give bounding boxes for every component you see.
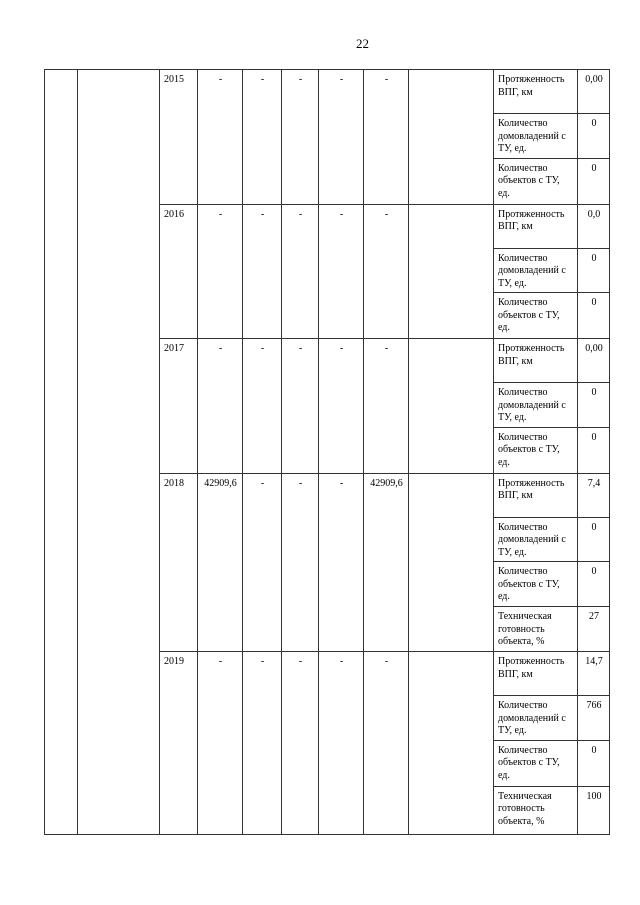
indicator-label: Количество домовладений с ТУ, ед. bbox=[494, 114, 578, 159]
indicator-value: 0 bbox=[578, 158, 610, 204]
indicator-label: Техническая готовность объекта, % bbox=[494, 786, 578, 834]
indicator-label: Количество объектов с ТУ, ед. bbox=[494, 562, 578, 607]
amount-cell: - bbox=[319, 70, 364, 205]
indicator-value: 7,4 bbox=[578, 473, 610, 517]
amount-cell: - bbox=[364, 70, 409, 205]
indicator-label: Количество объектов с ТУ, ед. bbox=[494, 158, 578, 204]
indicator-label: Количество домовладений с ТУ, ед. bbox=[494, 248, 578, 293]
amount-cell: - bbox=[198, 652, 243, 835]
indicator-label: Протяженность ВПГ, км bbox=[494, 339, 578, 383]
indicator-label: Протяженность ВПГ, км bbox=[494, 70, 578, 114]
event-name-cell bbox=[78, 70, 160, 835]
amount-cell: - bbox=[282, 204, 319, 339]
amount-cell: - bbox=[319, 339, 364, 474]
executor-cell bbox=[409, 204, 494, 339]
program-table bbox=[44, 69, 610, 835]
amount-cell: - bbox=[243, 652, 282, 835]
year-cell: 2018 bbox=[160, 473, 198, 652]
executor-cell bbox=[409, 473, 494, 652]
amount-cell: - bbox=[282, 70, 319, 205]
indicator-value: 0 bbox=[578, 293, 610, 339]
indicator-value: 0,0 bbox=[578, 204, 610, 248]
indicator-label: Протяженность ВПГ, км bbox=[494, 204, 578, 248]
row-number-cell bbox=[45, 70, 78, 835]
indicator-value: 0 bbox=[578, 427, 610, 473]
indicator-value: 0 bbox=[578, 562, 610, 607]
amount-cell: - bbox=[243, 70, 282, 205]
amount-cell: 42909,6 bbox=[198, 473, 243, 652]
executor-cell bbox=[409, 652, 494, 835]
page-number: 22 bbox=[356, 36, 369, 51]
amount-cell: - bbox=[198, 204, 243, 339]
indicator-label: Протяженность ВПГ, км bbox=[494, 652, 578, 696]
year-cell: 2016 bbox=[160, 204, 198, 339]
amount-cell: - bbox=[282, 652, 319, 835]
amount-cell: - bbox=[364, 339, 409, 474]
indicator-label: Протяженность ВПГ, км bbox=[494, 473, 578, 517]
indicator-label: Количество объектов с ТУ, ед. bbox=[494, 293, 578, 339]
amount-cell: - bbox=[243, 339, 282, 474]
indicator-label: Количество объектов с ТУ, ед. bbox=[494, 740, 578, 786]
indicator-value: 0 bbox=[578, 383, 610, 428]
table-row bbox=[45, 70, 610, 114]
amount-cell: 42909,6 bbox=[364, 473, 409, 652]
amount-cell: - bbox=[282, 339, 319, 474]
indicator-value: 27 bbox=[578, 607, 610, 652]
amount-cell: - bbox=[243, 473, 282, 652]
executor-cell bbox=[409, 70, 494, 205]
indicator-value: 0 bbox=[578, 114, 610, 159]
amount-cell: - bbox=[319, 652, 364, 835]
indicator-label: Количество объектов с ТУ, ед. bbox=[494, 427, 578, 473]
indicator-value: 0 bbox=[578, 740, 610, 786]
indicator-value: 0 bbox=[578, 248, 610, 293]
indicator-value: 14,7 bbox=[578, 652, 610, 696]
amount-cell: - bbox=[198, 70, 243, 205]
amount-cell: - bbox=[243, 204, 282, 339]
amount-cell: - bbox=[364, 204, 409, 339]
year-cell: 2017 bbox=[160, 339, 198, 474]
amount-cell: - bbox=[364, 652, 409, 835]
amount-cell: - bbox=[319, 473, 364, 652]
year-cell: 2015 bbox=[160, 70, 198, 205]
amount-cell: - bbox=[282, 473, 319, 652]
indicator-value: 100 bbox=[578, 786, 610, 834]
year-cell: 2019 bbox=[160, 652, 198, 835]
executor-cell bbox=[409, 339, 494, 474]
indicator-value: 766 bbox=[578, 696, 610, 741]
indicator-value: 0 bbox=[578, 517, 610, 562]
amount-cell: - bbox=[319, 204, 364, 339]
indicator-label: Техническая готовность объекта, % bbox=[494, 607, 578, 652]
indicator-label: Количество домовладений с ТУ, ед. bbox=[494, 696, 578, 741]
indicator-label: Количество домовладений с ТУ, ед. bbox=[494, 517, 578, 562]
amount-cell: - bbox=[198, 339, 243, 474]
indicator-value: 0,00 bbox=[578, 70, 610, 114]
indicator-value: 0,00 bbox=[578, 339, 610, 383]
indicator-label: Количество домовладений с ТУ, ед. bbox=[494, 383, 578, 428]
